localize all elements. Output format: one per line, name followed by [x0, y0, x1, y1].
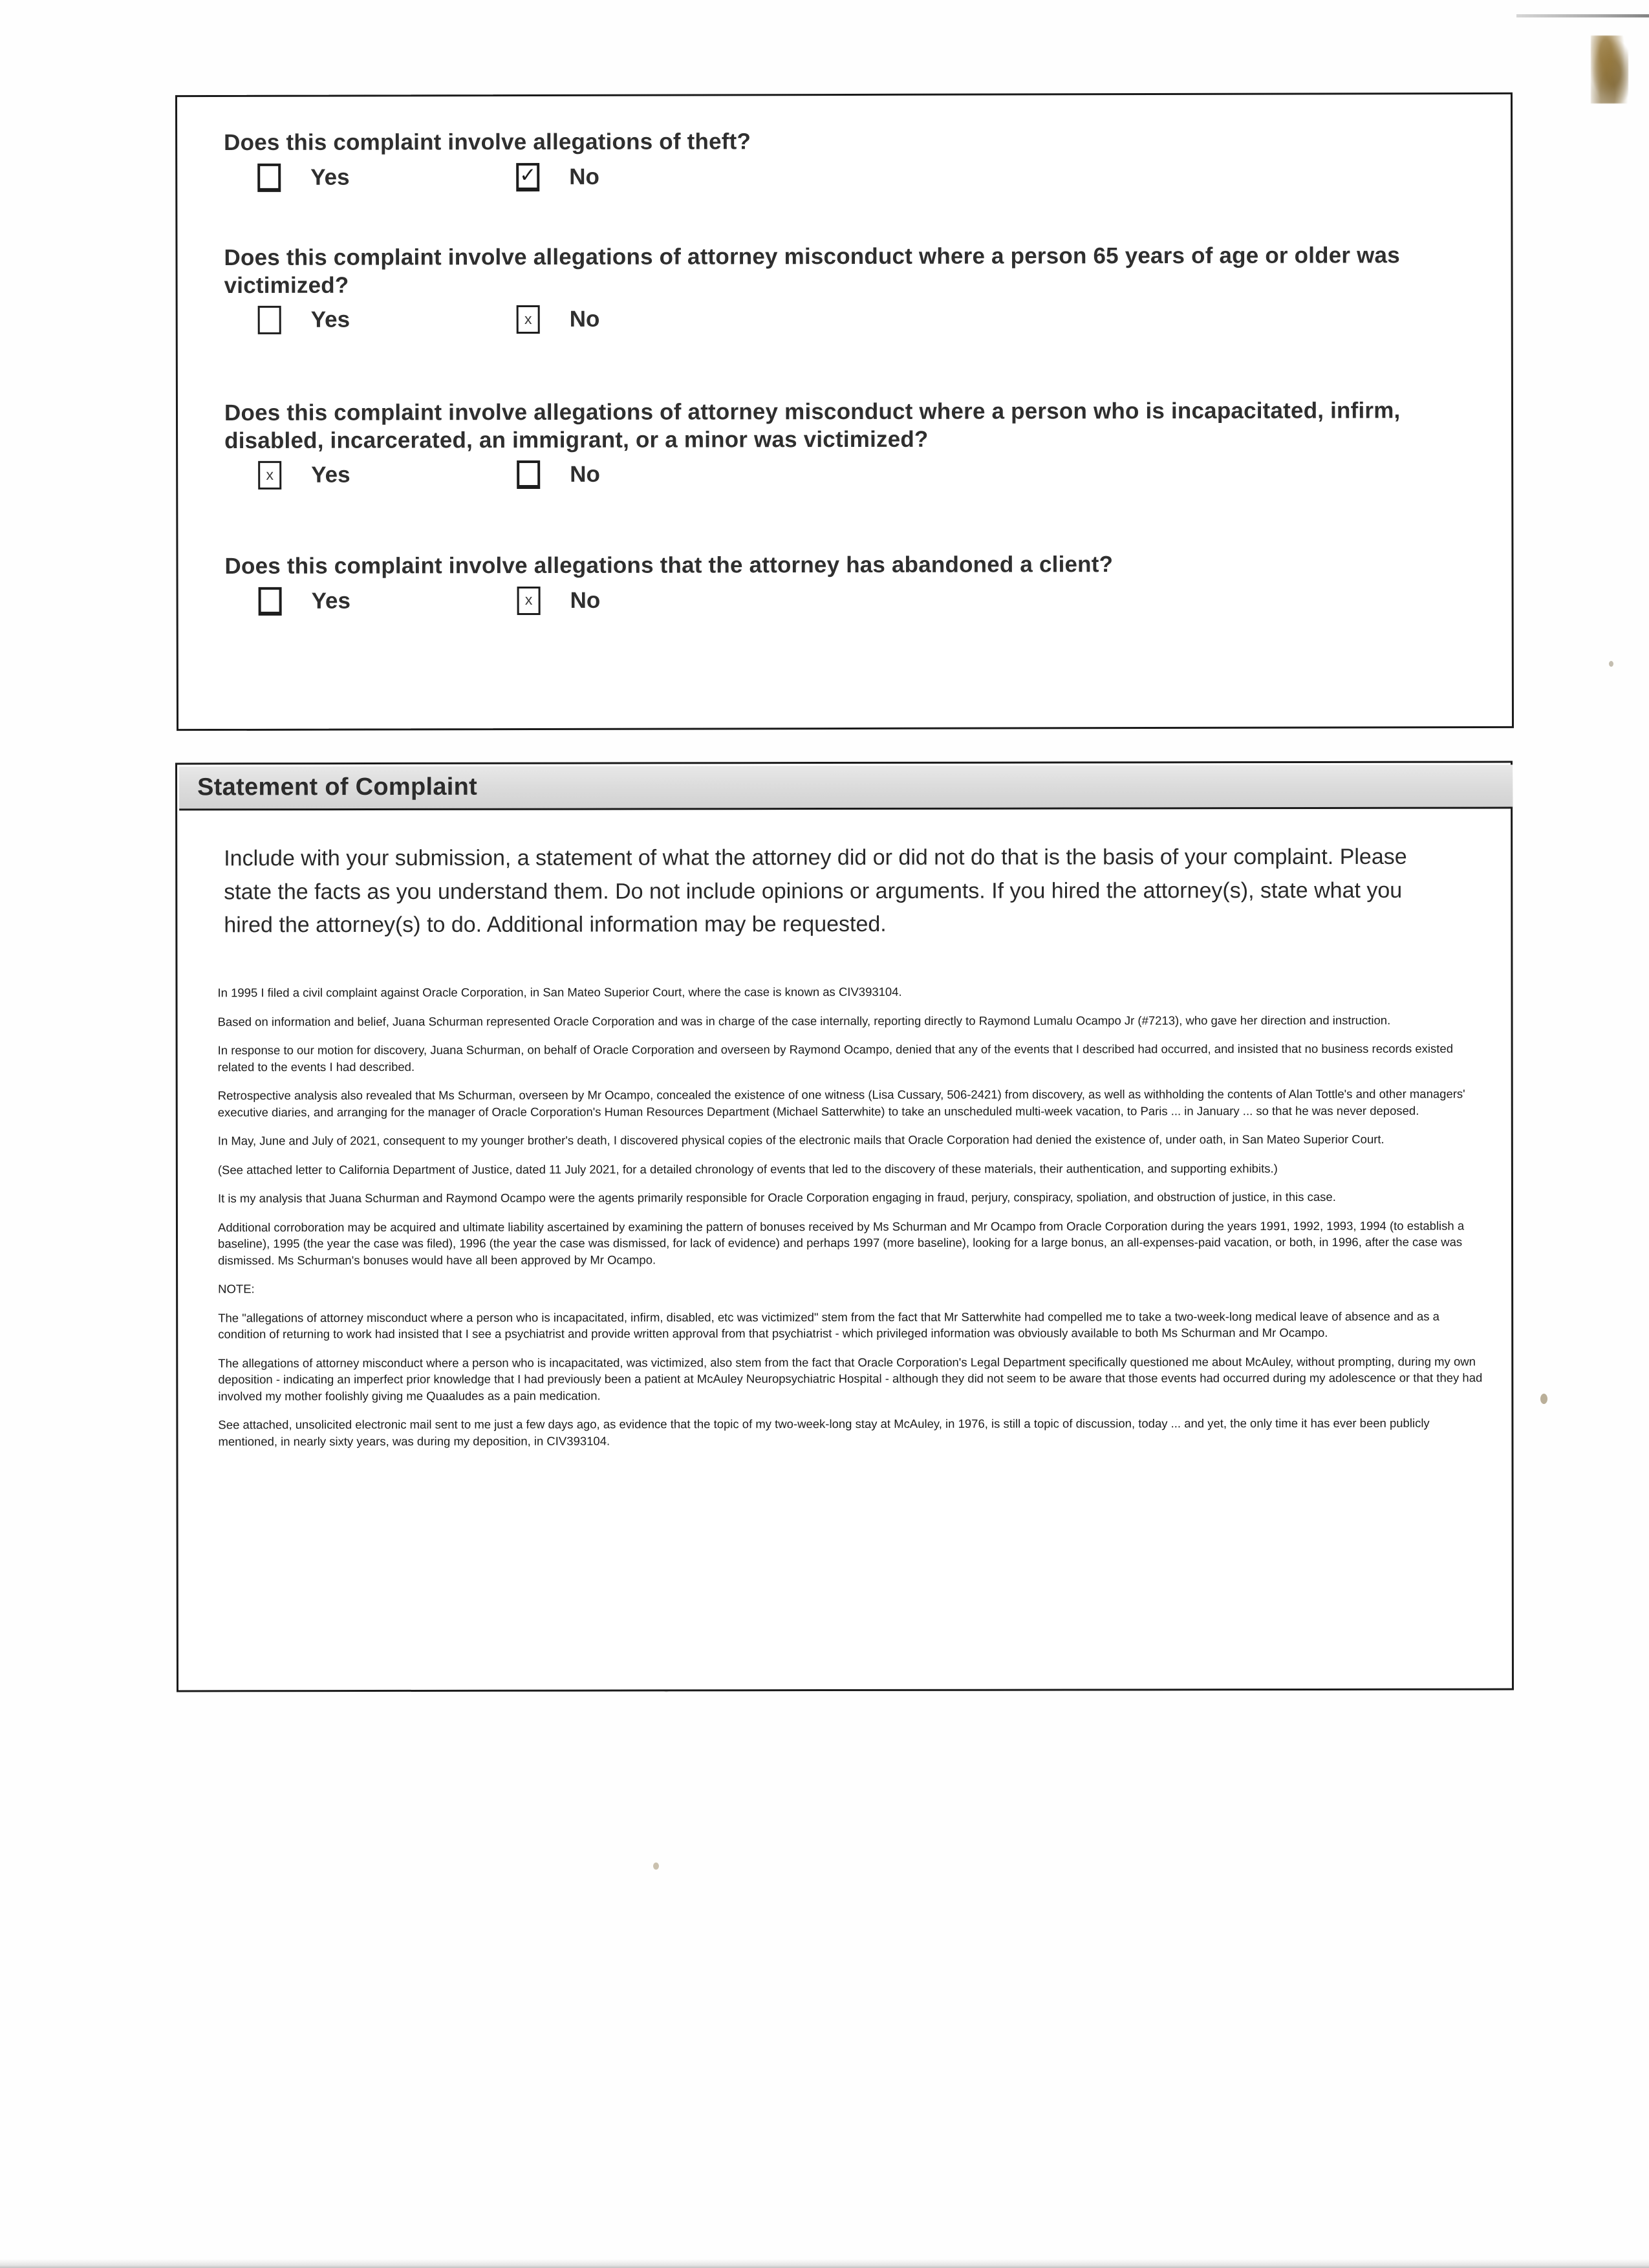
question-options	[225, 585, 1473, 616]
statement-note-label: NOTE:	[218, 1282, 255, 1296]
option-yes[interactable]	[258, 305, 517, 334]
checkbox-yes[interactable]	[257, 164, 281, 192]
statement-paragraph: The allegations of attorney misconduct where a person who is incapacitated, was victimized, also stem from the fact that Oracle Corporation's Legal Department specifically questioned me about McAuley, without prompting, during my own deposition - indicating an imperfect prior knowledge that I had previously been a patient at McAuley Neuropsychiatric Hospital - although they did not seem to be aware that those events had occurred during my adolescence or that they had involved my mother foolishly giving me Quaaludes as a pain medication.	[218, 1354, 1483, 1403]
checkbox-no[interactable]	[517, 460, 540, 489]
option-label-yes: Yes	[311, 588, 351, 614]
option-label-no: No	[569, 164, 599, 189]
statement-paragraph: (See attached letter to California Department of Justice, dated 11 July 2021, for a detailed chronology of events that led to the discovery of these materials, their authentication, and supporting exhibits.)	[217, 1161, 1278, 1176]
option-no[interactable]	[517, 305, 600, 334]
option-label-yes: Yes	[311, 462, 350, 488]
statement-instructions: Include with your submission, a statement of what the attorney did or did not do that is the basis of your complaint. Please state the facts as you understand them. Do not include opinions or arguments. If you hired the attorney(s), state what you hired the attorney(s) to do. Additional information may be requested.	[224, 844, 1407, 938]
statement-paragraph: Additional corroboration may be acquired and ultimate liability ascertained by examining the pattern of bonuses received by Ms Schurman and Mr Ocampo from Oracle Corporation during the years 1991, 1992, 1993, 1994 (to establish a baseline), 1995 (the year the case was filed), 1996 (the year the case was dismissed, for lack of evidence) and perhaps 1997 (more baseline), looking for a large bonus, an all-expenses-paid vacation, or both, in 1996, after the case was dismissed. Ms Schurman's bonuses would have all been approved by Mr Ocampo.	[217, 1218, 1465, 1268]
option-no[interactable]	[516, 162, 599, 191]
scan-speck-artifact	[653, 1863, 659, 1870]
question-text: Does this complaint involve allegations of theft?	[224, 129, 751, 156]
statement-body	[217, 983, 1485, 1462]
statement-paragraph: In 1995 I filed a civil complaint against Oracle Corporation, in San Mateo Superior Court, where the case is known as CIV393104.	[217, 984, 902, 1000]
question-text: Does this complaint involve allegations that the attorney has abandoned a client?	[224, 552, 1114, 579]
option-no[interactable]	[517, 460, 600, 489]
x-mark-icon: x	[524, 591, 533, 609]
question-block-elder-victim	[224, 242, 1472, 334]
statement-paragraph: In May, June and July of 2021, consequent to my younger brother's death, I discovered physical copies of the electronic mails that Oracle Corporation had denied the existence of, under oath, in San Mateo Superior Court.	[217, 1132, 1385, 1148]
scan-bottom-edge	[0, 2259, 1649, 2268]
x-mark-icon: x	[524, 310, 532, 327]
option-label-no: No	[570, 462, 600, 488]
question-text: Does this complaint involve allegations of attorney misconduct where a person 65 years of age or older was victimized?	[224, 243, 1400, 298]
option-label-no: No	[570, 587, 601, 613]
scan-edge-artifact	[1516, 14, 1649, 17]
statement-paragraph: It is my analysis that Juana Schurman and Raymond Ocampo were the agents primarily responsible for Oracle Corporation engaging in fraud, perjury, conspiracy, spoliation, and obstruction of justice, in this case.	[217, 1190, 1336, 1205]
statement-paragraph: Retrospective analysis also revealed that Ms Schurman, overseen by Mr Ocampo, concealed the existence of one witness (Lisa Cussary, 506-2421) from discovery, as well as withholding the contents of Alan Tottle's and other managers' executive diaries, and arranging for the manager of Oracle Corporation's Human Resources Department (Michael Satterwhite) to take an unscheduled multi-week vacation, to Paris ... in January ... so that he was never deposed.	[217, 1086, 1465, 1119]
statement-of-complaint-box	[175, 761, 1514, 1692]
question-options	[224, 303, 1472, 334]
section-header	[179, 765, 1513, 811]
statement-paragraph: In response to our motion for discovery, Juana Schurman, on behalf of Oracle Corporation and overseen by Raymond Ocampo, denied that any of the events that I described had occurred, and insisted that no business records existed related to the events I had described.	[217, 1041, 1454, 1074]
question-options	[224, 161, 1472, 192]
statement-paragraph: Based on information and belief, Juana Schurman represented Oracle Corporation and was in charge of the case internally, reporting directly to Raymond Lumalu Ocampo Jr (#7213), who gave her direction and instruction.	[217, 1013, 1391, 1028]
question-block-incapacitated-victim	[224, 397, 1472, 490]
option-yes[interactable]	[258, 460, 517, 490]
option-no[interactable]	[517, 586, 601, 614]
question-block-abandoned-client	[224, 550, 1472, 616]
question-block-theft	[224, 127, 1472, 192]
scan-speck-artifact	[1609, 661, 1613, 667]
option-label-yes: Yes	[310, 307, 350, 333]
option-yes[interactable]	[257, 163, 516, 192]
section-header-title: Statement of Complaint	[197, 773, 478, 801]
checkbox-yes[interactable]	[258, 306, 281, 334]
statement-paragraph: See attached, unsolicited electronic mail sent to me just a few days ago, as evidence that the topic of my two-week-long stay at McAuley, in 1976, is still a topic of discussion, today ... and yet, the only time it has ever been publicly mentioned, in nearly sixty years, was during my deposition, in CIV393104.	[218, 1416, 1430, 1449]
checkbox-yes[interactable]	[259, 587, 282, 616]
checkbox-no[interactable]	[516, 163, 539, 191]
question-options	[224, 459, 1472, 490]
scan-speck-artifact	[1540, 1394, 1547, 1404]
option-label-yes: Yes	[310, 164, 350, 190]
statement-paragraph: The "allegations of attorney misconduct where a person who is incapacitated, infirm, disabled, etc was victimized" stem from the fact that Mr Satterwhite had compelled me to take a two-week-long medical leave of absence and as a condition of returning to work had insisted that I see a psychiatrist and provide written approval from that psychiatrist - which privileged information was obviously available to both Ms Schurman and Mr Ocampo.	[218, 1309, 1439, 1341]
checkbox-yes[interactable]	[258, 461, 281, 490]
question-text: Does this complaint involve allegations of attorney misconduct where a person who is incapacitated, infirm, disabled, incarcerated, an immigrant, or a minor was victimized?	[224, 398, 1401, 453]
yes-no-questions-box	[175, 92, 1514, 731]
x-mark-icon: x	[266, 466, 274, 483]
scan-smudge-artifact	[1591, 36, 1628, 103]
option-yes[interactable]	[259, 587, 517, 616]
option-label-no: No	[569, 307, 600, 332]
checkbox-no[interactable]	[517, 305, 540, 334]
checkmark-icon: ✓	[519, 164, 537, 187]
checkbox-no[interactable]	[517, 587, 541, 615]
